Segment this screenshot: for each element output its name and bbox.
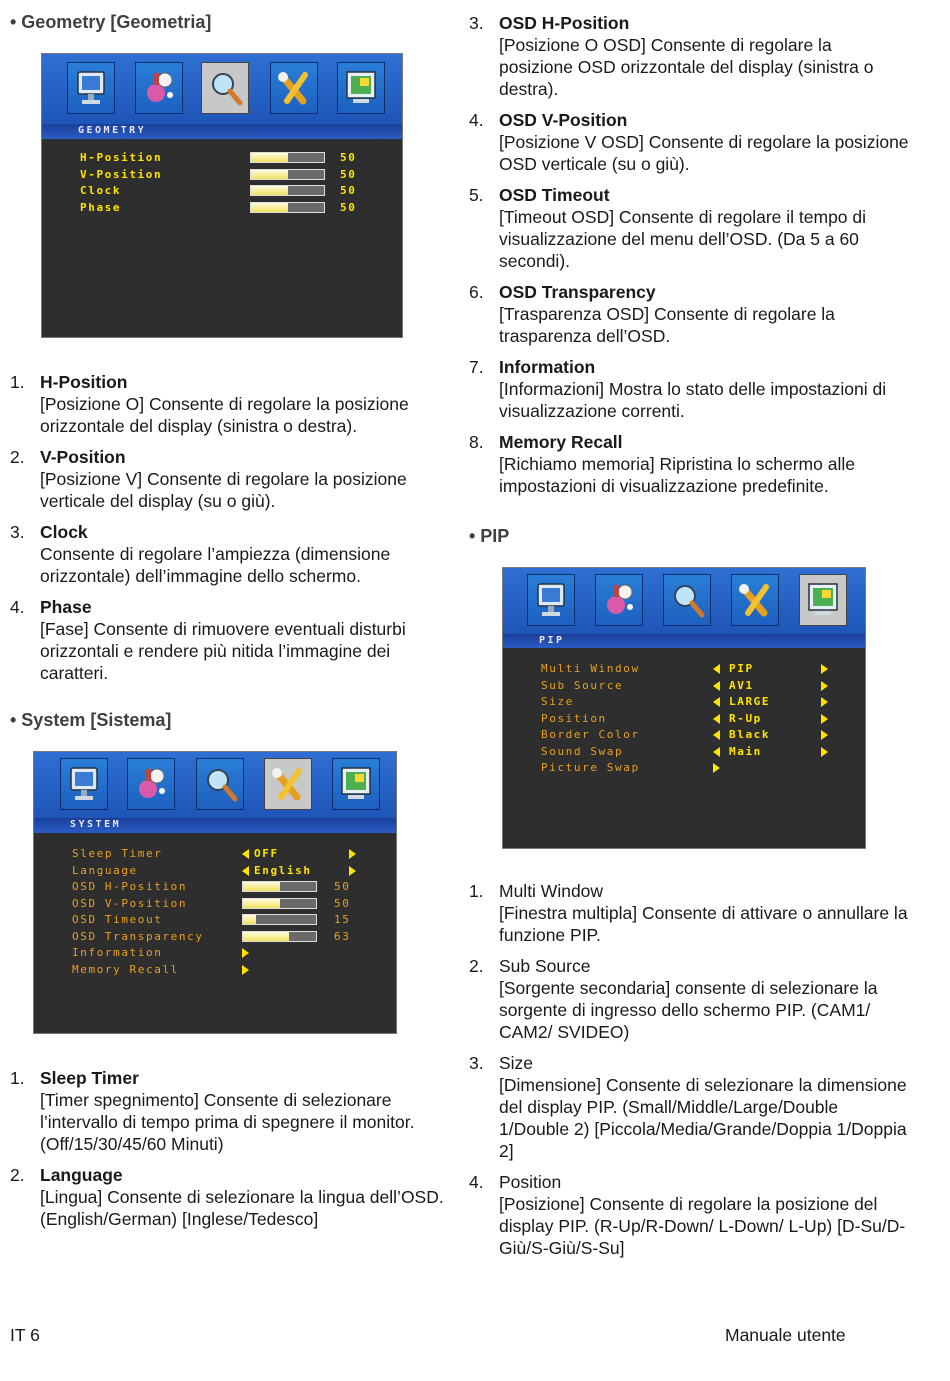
item-number: 7. <box>469 357 484 377</box>
osd-row-value: AV1 <box>729 678 754 692</box>
left-arrow-icon <box>713 697 720 707</box>
osd-row-value: 50 <box>340 184 357 197</box>
magnifier-icon <box>201 62 249 114</box>
osd-row <box>72 930 392 944</box>
osd-row <box>72 880 392 894</box>
item-number: 1. <box>10 1068 25 1088</box>
item-title: V-Position <box>40 447 126 467</box>
osd-row-label: OSD Timeout <box>72 913 163 926</box>
item-title: Multi Window <box>499 881 604 901</box>
osd-row <box>72 864 392 878</box>
osd-row-label: Information <box>72 946 163 959</box>
slider-fill <box>251 153 288 162</box>
right-arrow-icon <box>821 747 828 757</box>
osd-row <box>541 712 861 726</box>
osd-row-value: PIP <box>729 662 754 675</box>
item-title: OSD H-Position <box>499 13 630 33</box>
osd-row-label: Phase <box>80 200 122 214</box>
osd-row-label: V-Position <box>80 167 163 181</box>
osd-row <box>80 151 370 165</box>
geometry-heading: • Geometry [Geometria] <box>10 12 212 32</box>
pip-osd-screenshot <box>502 567 866 849</box>
osd-row <box>72 897 392 911</box>
geometry-items-list <box>10 371 450 693</box>
osd-row-label: OSD H-Position <box>72 880 188 893</box>
item-description: Consente di regolare l’ampiezza (dimensione orizzontale) dell’immagine dello schermo. <box>40 544 391 586</box>
osd-row-label: Sleep Timer <box>72 847 163 860</box>
slider-fill <box>243 932 289 941</box>
item-number: 2. <box>10 1165 25 1185</box>
item-description: [Fase] Consente di rimuovere eventuali disturbi orizzontali e rendere più nitida l’immagine dei caratteri. <box>40 619 406 683</box>
right-arrow-icon <box>821 714 828 724</box>
osd-slider <box>250 152 325 163</box>
item-title: Sub Source <box>499 956 591 976</box>
osd-row-value: OFF <box>254 847 279 860</box>
left-arrow-icon <box>713 747 720 757</box>
osd-row-label: OSD V-Position <box>72 896 188 910</box>
list-item <box>10 1067 450 1155</box>
system-items-list-continued <box>469 12 909 506</box>
osd-slider <box>242 931 317 942</box>
right-arrow-icon <box>713 763 720 773</box>
osd-row <box>541 761 861 775</box>
osd-row-value: 15 <box>334 913 351 926</box>
item-title: Clock <box>40 522 88 542</box>
osd-row-value: 50 <box>340 151 357 164</box>
item-description: [Posizione O] Consente di regolare la posizione orizzontale del display (sinistra o destra). <box>40 394 409 436</box>
right-arrow-icon <box>242 948 249 958</box>
osd-slider <box>250 185 325 196</box>
left-arrow-icon <box>713 714 720 724</box>
osd-title: GEOMETRY <box>78 125 147 136</box>
osd-row <box>541 695 861 709</box>
slider-fill <box>243 882 280 891</box>
item-title: Memory Recall <box>499 432 623 452</box>
item-number: 1. <box>469 881 484 901</box>
monitor-icon <box>60 758 108 810</box>
right-arrow-icon <box>821 664 828 674</box>
osd-slider <box>250 169 325 180</box>
item-number: 2. <box>10 447 25 467</box>
right-arrow-icon <box>349 849 356 859</box>
item-title: OSD V-Position <box>499 110 628 130</box>
color-icon <box>595 574 643 626</box>
item-number: 5. <box>469 185 484 205</box>
osd-row <box>80 168 370 182</box>
item-title: OSD Timeout <box>499 185 610 205</box>
osd-row-value: R-Up <box>729 711 762 725</box>
item-description: [Richiamo memoria] Ripristina lo schermo alle impostazioni di visualizzazione predefinite. <box>499 454 855 496</box>
osd-row-value: Main <box>729 744 762 758</box>
osd-title: PIP <box>539 635 565 646</box>
list-item <box>10 521 450 587</box>
item-title: Information <box>499 357 596 377</box>
system-heading: • System [Sistema] <box>10 710 172 730</box>
osd-slider <box>242 898 317 909</box>
item-title: Language <box>40 1165 123 1185</box>
osd-row <box>80 184 370 198</box>
magnifier-icon <box>663 574 711 626</box>
color-icon <box>127 758 175 810</box>
left-arrow-icon <box>242 849 249 859</box>
item-number: 1. <box>10 372 25 392</box>
list-item <box>469 1171 909 1259</box>
monitor-icon <box>67 62 115 114</box>
tools-icon <box>731 574 779 626</box>
right-arrow-icon <box>821 681 828 691</box>
left-arrow-icon <box>713 664 720 674</box>
slider-fill <box>251 186 288 195</box>
list-item <box>469 109 909 175</box>
osd-row-value: 50 <box>334 896 351 910</box>
osd-title: SYSTEM <box>70 819 122 830</box>
osd-row-label: Position <box>541 711 607 725</box>
pip-items-list <box>469 880 909 1268</box>
osd-row-label: H-Position <box>80 151 163 164</box>
item-description: [Informazioni] Mostra lo stato delle impostazioni di visualizzazione correnti. <box>499 379 887 421</box>
pip-icon <box>799 574 847 626</box>
osd-slider <box>242 881 317 892</box>
slider-fill <box>251 203 288 212</box>
slider-fill <box>243 899 280 908</box>
tools-icon <box>264 758 312 810</box>
right-arrow-icon <box>349 866 356 876</box>
list-item <box>469 281 909 347</box>
osd-row-value: Black <box>729 728 771 741</box>
osd-row-value: LARGE <box>729 695 771 708</box>
item-description: [Dimensione] Consente di selezionare la dimensione del display PIP. (Small/Middle/Large/Double 1/Double 2) [Piccola/Media/Grande/Doppia 1/Doppia 2] <box>499 1075 907 1161</box>
item-title: Phase <box>40 597 92 617</box>
osd-row-label: Clock <box>80 184 122 197</box>
osd-row-label: Sub Source <box>541 678 624 692</box>
slider-fill <box>243 915 256 924</box>
monitor-icon <box>527 574 575 626</box>
osd-row-value: 50 <box>334 880 351 893</box>
item-number: 6. <box>469 282 484 302</box>
item-number: 3. <box>469 13 484 33</box>
item-number: 4. <box>469 1172 484 1192</box>
right-arrow-icon <box>821 697 828 707</box>
item-description: [Timeout OSD] Consente di regolare il tempo di visualizzazione del menu dell’OSD. (Da 5 a 60 secondi). <box>499 207 867 271</box>
osd-row <box>80 201 370 215</box>
osd-row-label: OSD Transparency <box>72 929 204 943</box>
left-arrow-icon <box>713 681 720 691</box>
item-number: 3. <box>10 522 25 542</box>
list-item <box>10 371 450 437</box>
item-description: [Trasparenza OSD] Consente di regolare la trasparenza dell’OSD. <box>499 304 835 346</box>
osd-slider <box>242 914 317 925</box>
right-arrow-icon <box>242 965 249 975</box>
osd-row <box>541 745 861 759</box>
item-number: 4. <box>10 597 25 617</box>
left-arrow-icon <box>242 866 249 876</box>
pip-icon <box>332 758 380 810</box>
right-arrow-icon <box>821 730 828 740</box>
item-description: [Timer spegnimento] Consente di selezionare l’intervallo di tempo prima di spegnere il monitor. (Off/15/30/45/60 Minuti) <box>40 1090 415 1154</box>
item-title: Position <box>499 1172 562 1192</box>
item-number: 3. <box>469 1053 484 1073</box>
item-number: 8. <box>469 432 484 452</box>
geometry-osd-screenshot <box>41 53 403 338</box>
list-item <box>469 184 909 272</box>
osd-row-value: 50 <box>340 200 357 214</box>
osd-row-label: Multi Window <box>541 662 640 675</box>
list-item <box>469 356 909 422</box>
slider-fill <box>251 170 288 179</box>
tools-icon <box>270 62 318 114</box>
item-number: 2. <box>469 956 484 976</box>
osd-row-label: Picture Swap <box>541 761 640 774</box>
list-item <box>469 1052 909 1162</box>
list-item <box>469 955 909 1043</box>
magnifier-icon <box>196 758 244 810</box>
osd-row <box>541 662 861 676</box>
manual-title: Manuale utente <box>725 1325 846 1345</box>
osd-row-value: 63 <box>334 929 351 943</box>
osd-row <box>72 847 392 861</box>
osd-row <box>72 913 392 927</box>
osd-slider <box>250 202 325 213</box>
item-description: [Posizione V] Consente di regolare la posizione verticale del display (su o giù). <box>40 469 407 511</box>
osd-row-label: Size <box>541 695 574 708</box>
item-title: H-Position <box>40 372 128 392</box>
osd-row-label: Language <box>72 863 138 877</box>
left-arrow-icon <box>713 730 720 740</box>
system-osd-screenshot <box>33 751 397 1034</box>
item-title: Size <box>499 1053 534 1073</box>
list-item <box>10 1164 450 1230</box>
osd-row <box>541 679 861 693</box>
pip-icon <box>337 62 385 114</box>
item-description: [Sorgente secondaria] consente di selezionare la sorgente di ingresso dello schermo PIP. (CAM1/ CAM2/ SVIDEO) <box>499 978 878 1042</box>
osd-row-label: Memory Recall <box>72 962 179 976</box>
list-item <box>10 446 450 512</box>
page-number: IT 6 <box>10 1325 40 1345</box>
osd-row <box>541 728 861 742</box>
list-item <box>469 880 909 946</box>
list-item <box>469 12 909 100</box>
pip-heading: • PIP <box>469 526 510 546</box>
system-items-list <box>10 1067 450 1239</box>
osd-row-label: Sound Swap <box>541 744 624 758</box>
osd-row-value: English <box>254 863 312 877</box>
item-number: 4. <box>469 110 484 130</box>
osd-row-label: Border Color <box>541 728 640 741</box>
item-description: [Lingua] Consente di selezionare la lingua dell’OSD. (English/German) [Inglese/Tedesco] <box>40 1187 444 1229</box>
list-item <box>469 431 909 497</box>
item-title: Sleep Timer <box>40 1068 139 1088</box>
item-description: [Posizione V OSD] Consente di regolare la posizione OSD verticale (su o giù). <box>499 132 909 174</box>
osd-row <box>72 946 392 960</box>
item-description: [Finestra multipla] Consente di attivare o annullare la funzione PIP. <box>499 903 908 945</box>
osd-row-value: 50 <box>340 167 357 181</box>
osd-row <box>72 963 392 977</box>
item-description: [Posizione O OSD] Consente di regolare la posizione OSD orizzontale del display (sinistra o destra). <box>499 35 874 99</box>
list-item <box>10 596 450 684</box>
item-title: OSD Transparency <box>499 282 656 302</box>
item-description: [Posizione] Consente di regolare la posizione del display PIP. (R-Up/R-Down/ L-Down/ L-Up) [D-Su/D-Giù/S-Giù/S-Su] <box>499 1194 906 1258</box>
color-icon <box>135 62 183 114</box>
